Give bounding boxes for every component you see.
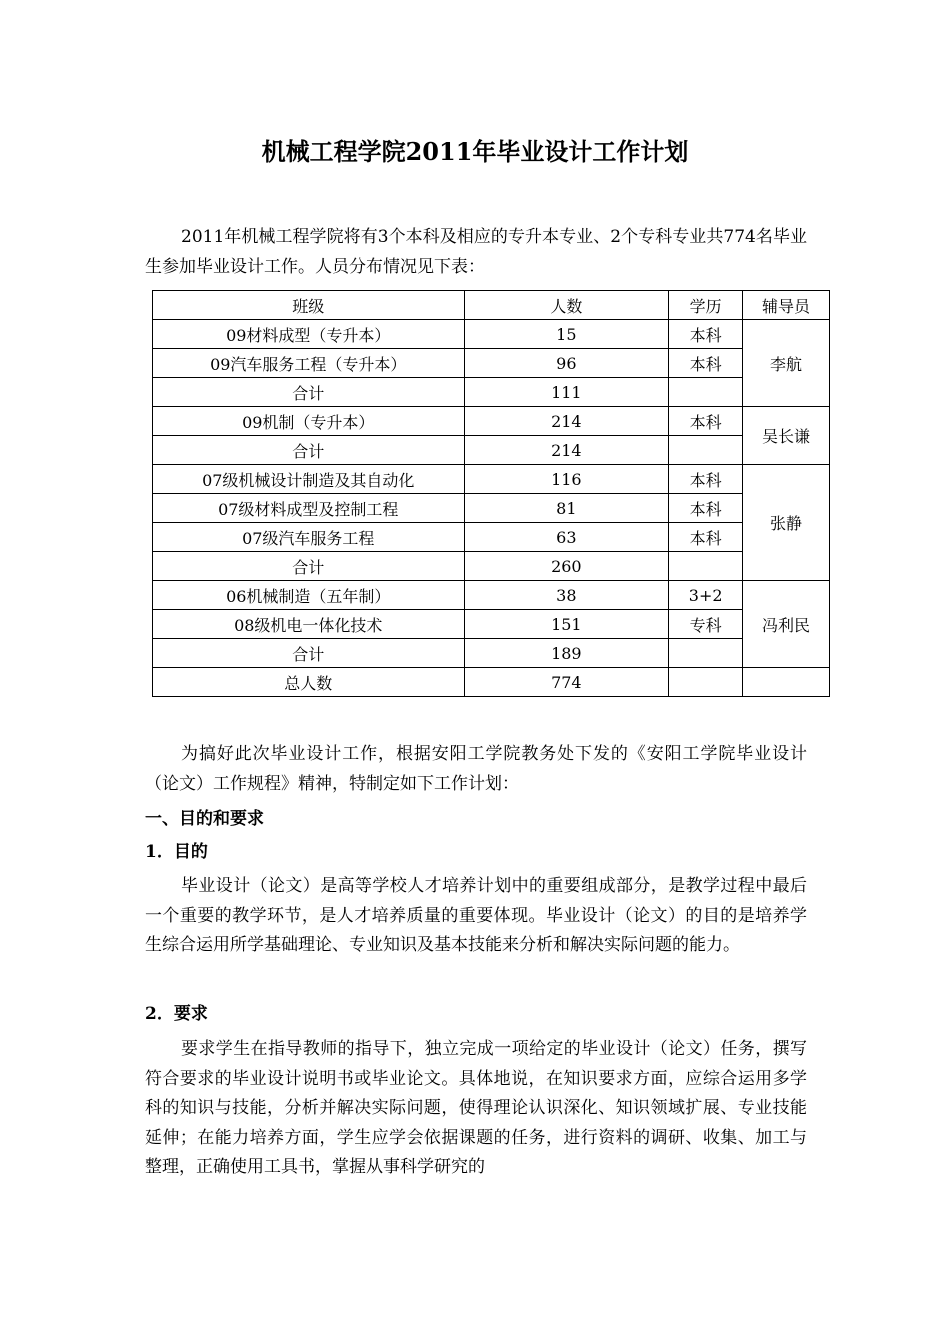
page-title: 机械工程学院2011年毕业设计工作计划	[261, 137, 689, 166]
table-row	[153, 581, 830, 610]
table-total-row	[153, 668, 830, 697]
degree-cell	[669, 378, 743, 407]
header-class: 班级	[153, 291, 465, 320]
count-cell: 189	[464, 639, 669, 668]
table-row	[153, 639, 830, 668]
advisor-cell: 李航	[743, 320, 830, 407]
class-cell: 06机械制造（五年制）	[153, 581, 465, 610]
class-cell: 合计	[153, 552, 465, 581]
table-row	[153, 378, 830, 407]
section-heading: 一、目的和要求	[145, 809, 264, 829]
advisor-cell: 张静	[743, 465, 830, 581]
degree-cell: 本科	[669, 465, 743, 494]
class-cell: 09机制（专升本）	[153, 407, 465, 436]
table-row	[153, 320, 830, 349]
class-cell: 合计	[153, 639, 465, 668]
graduate-table	[152, 290, 830, 697]
count-cell: 63	[464, 523, 669, 552]
table-row	[153, 436, 830, 465]
degree-cell: 本科	[669, 320, 743, 349]
count-cell: 214	[464, 436, 669, 465]
class-cell: 08级机电一体化技术	[153, 610, 465, 639]
count-cell: 260	[464, 552, 669, 581]
intro-paragraph: 2011年机械工程学院将有3个本科及相应的专升本专业、2个专科专业共774名毕业生参加毕业设计工作。人员分布情况见下表：	[145, 227, 807, 277]
class-cell: 09材料成型（专升本）	[153, 320, 465, 349]
advisor-cell	[743, 668, 830, 697]
degree-cell: 本科	[669, 349, 743, 378]
class-cell: 07级机械设计制造及其自动化	[153, 465, 465, 494]
degree-cell: 本科	[669, 494, 743, 523]
table-row	[153, 610, 830, 639]
degree-cell: 专科	[669, 610, 743, 639]
count-cell: 96	[464, 349, 669, 378]
degree-cell	[669, 552, 743, 581]
table-header-row	[153, 291, 830, 320]
count-cell: 214	[464, 407, 669, 436]
class-cell: 总人数	[153, 668, 465, 697]
count-cell: 116	[464, 465, 669, 494]
count-cell: 111	[464, 378, 669, 407]
table-row	[153, 494, 830, 523]
requirement-paragraph: 要求学生在指导教师的指导下，独立完成一项给定的毕业设计（论文）任务，撰写符合要求的毕业设计说明书或毕业论文。具体地说，在知识要求方面，应综合运用多学科的知识与技能，分析并解决实际问题，使得理论认识深化、知识领域扩展、专业技能延伸；在能力培养方面，学生应学会依据课题的任务，进行资料的调研、收集、加工与整理，正确使用工具书，掌握从事科学研究的	[145, 1039, 807, 1177]
table-row	[153, 407, 830, 436]
table-row	[153, 523, 830, 552]
advisor-cell: 吴长谦	[743, 407, 830, 465]
count-cell: 38	[464, 581, 669, 610]
table-row	[153, 552, 830, 581]
count-cell: 151	[464, 610, 669, 639]
subsection-heading: 2．要求	[145, 1004, 208, 1024]
degree-cell: 本科	[669, 407, 743, 436]
class-cell: 09汽车服务工程（专升本）	[153, 349, 465, 378]
degree-cell	[669, 668, 743, 697]
header-advisor: 辅导员	[743, 291, 830, 320]
degree-cell	[669, 639, 743, 668]
header-degree: 学历	[669, 291, 743, 320]
class-cell: 07级汽车服务工程	[153, 523, 465, 552]
table-row	[153, 465, 830, 494]
purpose-paragraph: 毕业设计（论文）是高等学校人才培养计划中的重要组成部分，是教学过程中最后一个重要的教学环节，是人才培养质量的重要体现。毕业设计（论文）的目的是培养学生综合运用所学基础理论、专业知识及基本技能来分析和解决实际问题的能力。	[145, 876, 807, 955]
class-cell: 07级材料成型及控制工程	[153, 494, 465, 523]
table-row	[153, 349, 830, 378]
advisor-cell: 冯利民	[743, 581, 830, 668]
count-cell: 774	[464, 668, 669, 697]
count-cell: 81	[464, 494, 669, 523]
header-count: 人数	[464, 291, 669, 320]
class-cell: 合计	[153, 378, 465, 407]
plan-paragraph: 为搞好此次毕业设计工作，根据安阳工学院教务处下发的《安阳工学院毕业设计（论文）工作规程》精神，特制定如下工作计划：	[145, 744, 807, 794]
degree-cell: 本科	[669, 523, 743, 552]
degree-cell	[669, 436, 743, 465]
degree-cell: 3+2	[669, 581, 743, 610]
subsection-heading: 1．目的	[145, 842, 208, 862]
class-cell: 合计	[153, 436, 465, 465]
count-cell: 15	[464, 320, 669, 349]
